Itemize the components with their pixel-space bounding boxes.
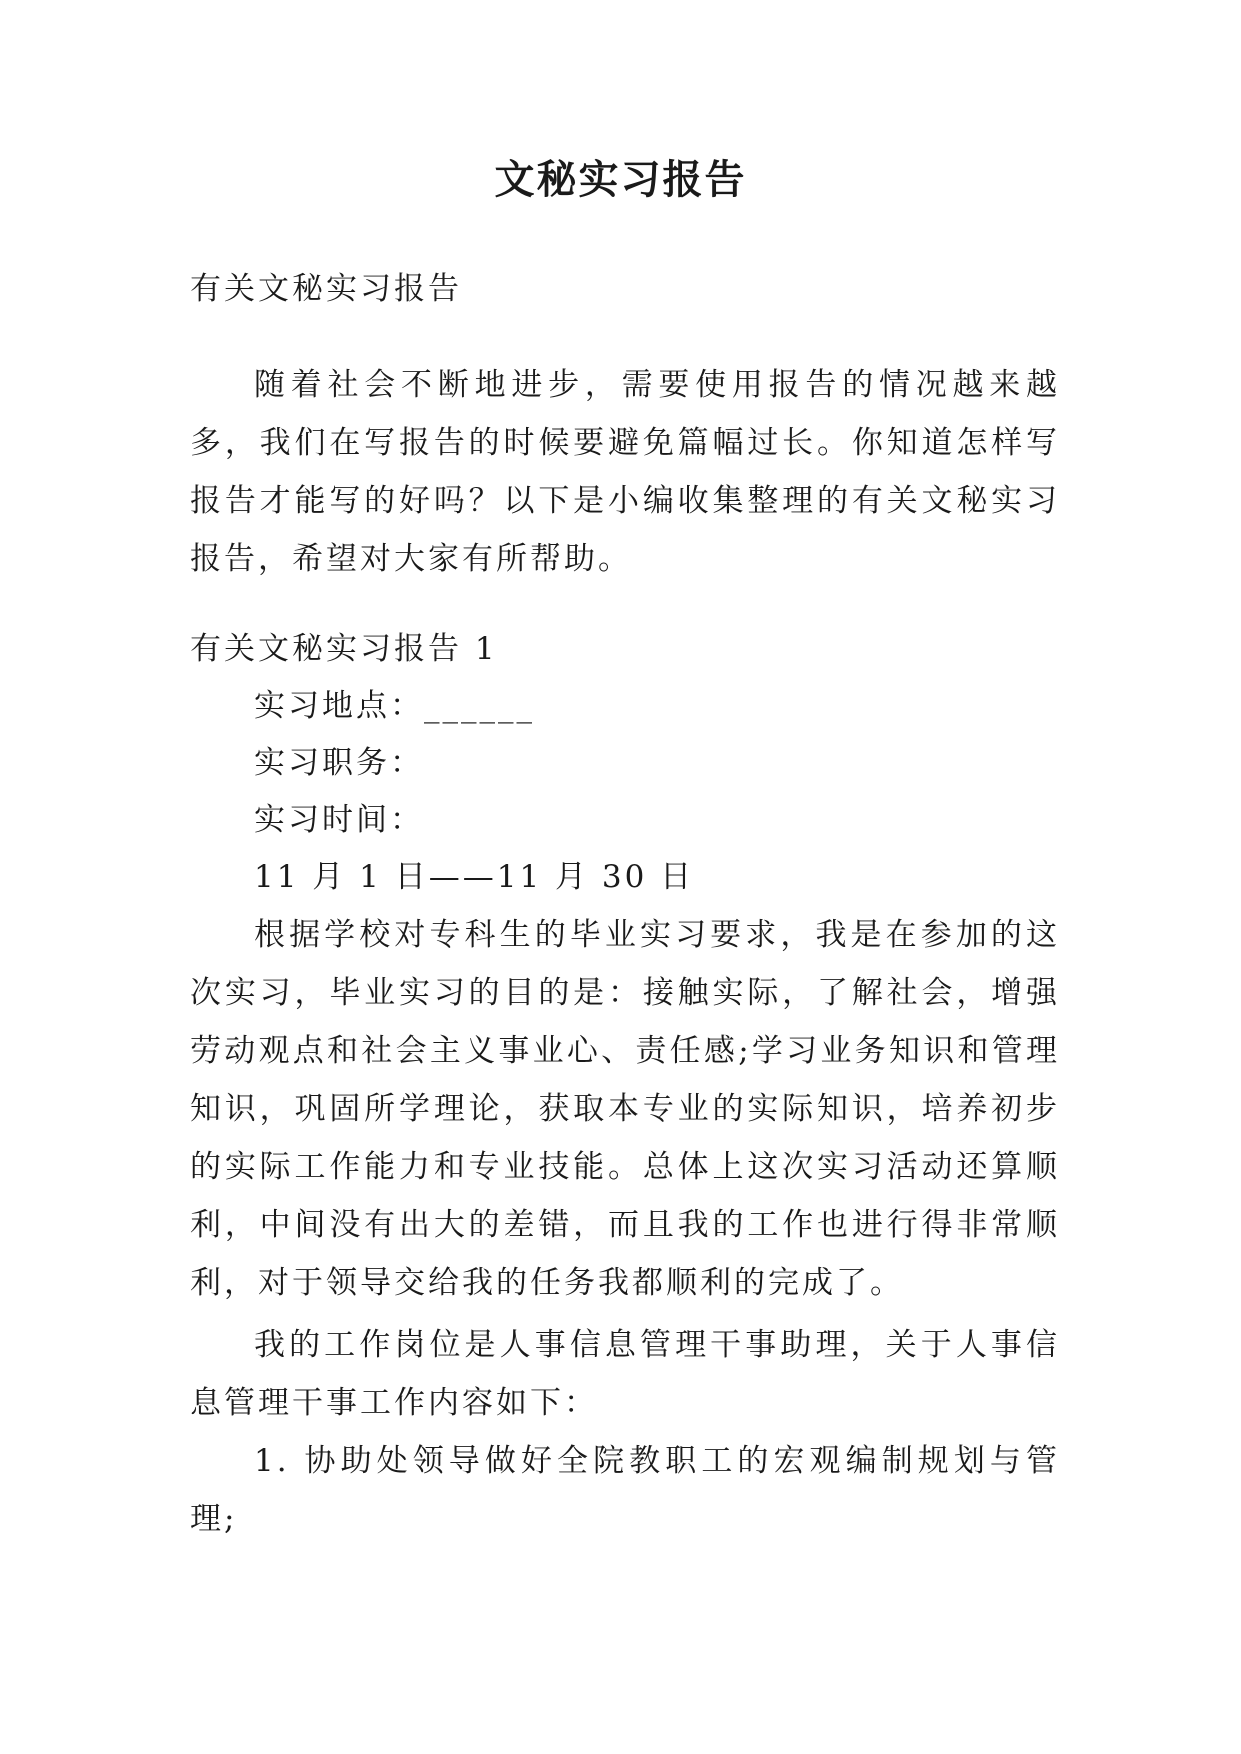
document-title: 文秘实习报告 [494, 156, 747, 203]
body-paragraph-2: 我的工作岗位是人事信息管理干事助理，关于人事信息管理干事工作内容如下： [190, 1327, 1060, 1421]
internship-time-value: 11 月 1 日——11 月 30 日 [254, 859, 695, 895]
document-subtitle: 有关文秘实习报告 [190, 271, 462, 307]
body-paragraph-1: 根据学校对专科生的毕业实习要求，我是在参加的这次实习，毕业实习的目的是：接触实际，了解社会，增强劳动观点和社会主义事业心、责任感;学习业务知识和管理知识，巩固所学理论，获取本专业的实际知识，培养初步的实际工作能力和专业技能。总体上这次实习活动还算顺利，中间没有出大的差错，而且我的工作也进行得非常顺利，对于领导交给我的任务我都顺利的完成了。 [190, 917, 1060, 1301]
intro-paragraph: 随着社会不断地进步，需要使用报告的情况越来越多，我们在写报告的时候要避免篇幅过长。你知道怎样写报告才能写的好吗？以下是小编收集整理的有关文秘实习报告，希望对大家有所帮助。 [190, 367, 1060, 577]
internship-location: 实习地点：______ [254, 688, 535, 724]
duty-list-item: 1. 协助处领导做好全院教职工的宏观编制规划与管理; [190, 1443, 1060, 1537]
section-heading: 有关文秘实习报告 1 [190, 631, 498, 667]
internship-position: 实习职务： [254, 745, 424, 781]
internship-time-label: 实习时间： [254, 802, 424, 838]
